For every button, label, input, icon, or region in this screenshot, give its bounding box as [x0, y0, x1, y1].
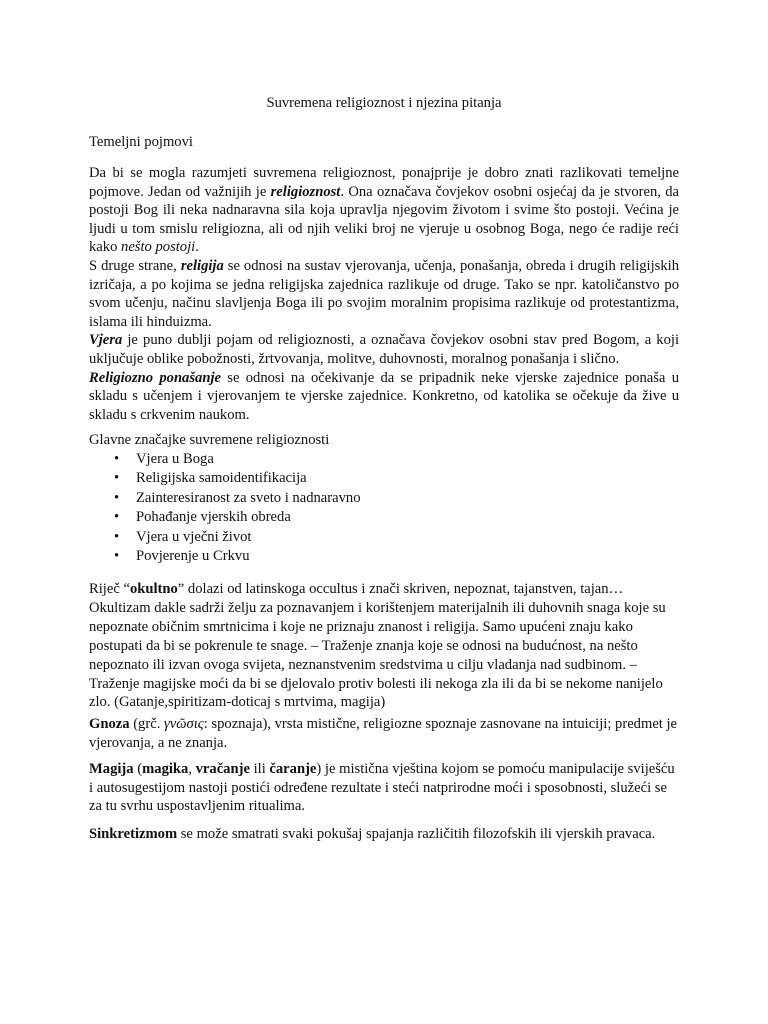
heading-basic-concepts: Temeljni pojmovi	[89, 134, 193, 150]
paragraph-religiozno-ponasanje: Religiozno ponašanje se odnosi na očekivanje da se pripadnik neke vjerske zajednice ponaša u skladu s učenjem i vjerovanjem te vjerske zajednice. Konkretno, od katolika se očekuje da žive u skladu s crkvenim naukom.	[89, 369, 679, 423]
term-magika: magika	[142, 761, 189, 777]
term-religiozno-ponasanje: Religiozno ponašanje	[89, 369, 221, 386]
quote-nesto-postoji: nešto postoji	[121, 239, 196, 256]
paragraph-gnoza: Gnoza (grč. γνῶσις: spoznaja), vrsta mistične, religiozne spoznaje zasnovane na intuiciji; predmet je vjerovanja, a ne znanja.	[89, 716, 678, 751]
term-vjera: Vjera	[89, 332, 123, 349]
term-sinkretizmom: Sinkretizmom	[89, 826, 178, 842]
paragraph-vjera: Vjera je puno dublji pojam od religioznosti, a označava čovjekov osobni stav pred Bogom, a koji uključuje oblike pobožnosti, žrtvovanja, molitve, duhovnosti, moralnog ponašanja i slično.	[89, 332, 679, 367]
term-magija: Magija	[89, 761, 134, 777]
greek-word: γνῶσις	[164, 716, 204, 732]
term-gnoza: Gnoza	[89, 716, 130, 732]
paragraph-okultno: Riječ “okultno” dolazi od latinskoga occultus i znači skriven, nepoznat, tajanstven, tajan… Okultizam dakle sadrži želju za poznavanjem i korištenjem materijalnih ili duhovnih snaga koje su nepoznate običnim smrtnicima i koje ne priznaju znanost i religija. Samo upućeni znaju kako postupati da bi se pokrenule te snage. – Traženje znanja koje se odnosi na budućnost, na nešto nepoznato ili izvan ovoga svijeta, neznanstvenim sredstvima u cilju vladanja nad sudbinom. – Traženje magijske moći da bi se djelovalo protiv bolesti ili nekoga zla ili da bi se nekome nanijelo zlo. (Gatanje,spiritizam-doticaj s mrtvima, magija)	[89, 581, 666, 711]
term-caranje: čaranje	[269, 761, 317, 777]
list-item: • Pohađanje vjerskih obreda	[89, 508, 361, 527]
paragraph-magija: Magija (magika, vračanje ili čaranje) je mistična vještina kojom se pomoću manipulacije sviješću i autosugestijom nastoji postići određene rezultate i steći natprirodne moći i sposobnosti, služeći se za tu svrhu uspostavljenim ritualima.	[89, 761, 675, 815]
term-okultno: okultno	[129, 581, 178, 597]
paragraph-religioznost: Da bi se mogla razumjeti suvremena religioznost, ponajprije je dobro znati razlikovati temeljne pojmove. Jedan od važnijih je religioznost. Ona označava čovjekov osobni osjećaj da je stvoren, da postoji Bog ili neka nadnaravna sila koja upravlja njegovim životom i svime što postoji. Većina je ljudi u tom smislu religiozna, ali od njih veliki broj ne vjeruje u osobnog Boga, nego će radije reći kako nešto postoji.	[89, 165, 680, 256]
list-item: • Zainteresiranost za sveto i nadnaravno	[89, 489, 361, 508]
document-title: Suvremena religioznost i njezina pitanja	[266, 95, 502, 111]
term-vracanje: vračanje	[195, 761, 250, 777]
list-item: • Vjera u vječni život	[89, 528, 361, 547]
paragraph-sinkretizam: Sinkretizmom se može smatrati svaki pokušaj spajanja različitih filozofskih ili vjerskih pravaca.	[89, 826, 656, 842]
paragraph-religija: S druge strane, religija se odnosi na sustav vjerovanja, učenja, ponašanja, obreda i drugih religijskih izričaja, a po kojima se jedna religijska zajednica razlikuje od druge. Tako se npr. katoličanstvo po svom učenju, načinu slavljenja Boga ili po svojim moralnim propisima razlikuje od protestantizma, islama ili hinduizma.	[89, 257, 679, 330]
list-item: • Vjera u Boga	[89, 450, 361, 469]
features-list	[89, 450, 361, 566]
term-religioznost: religioznost	[270, 183, 341, 200]
list-item: • Religijska samoidentifikacija	[89, 469, 361, 488]
definitions-block	[89, 164, 679, 424]
term-religija: religija	[180, 257, 224, 274]
list-item: • Povjerenje u Crkvu	[89, 547, 361, 566]
heading-main-features: Glavne značajke suvremene religioznosti	[89, 432, 330, 448]
